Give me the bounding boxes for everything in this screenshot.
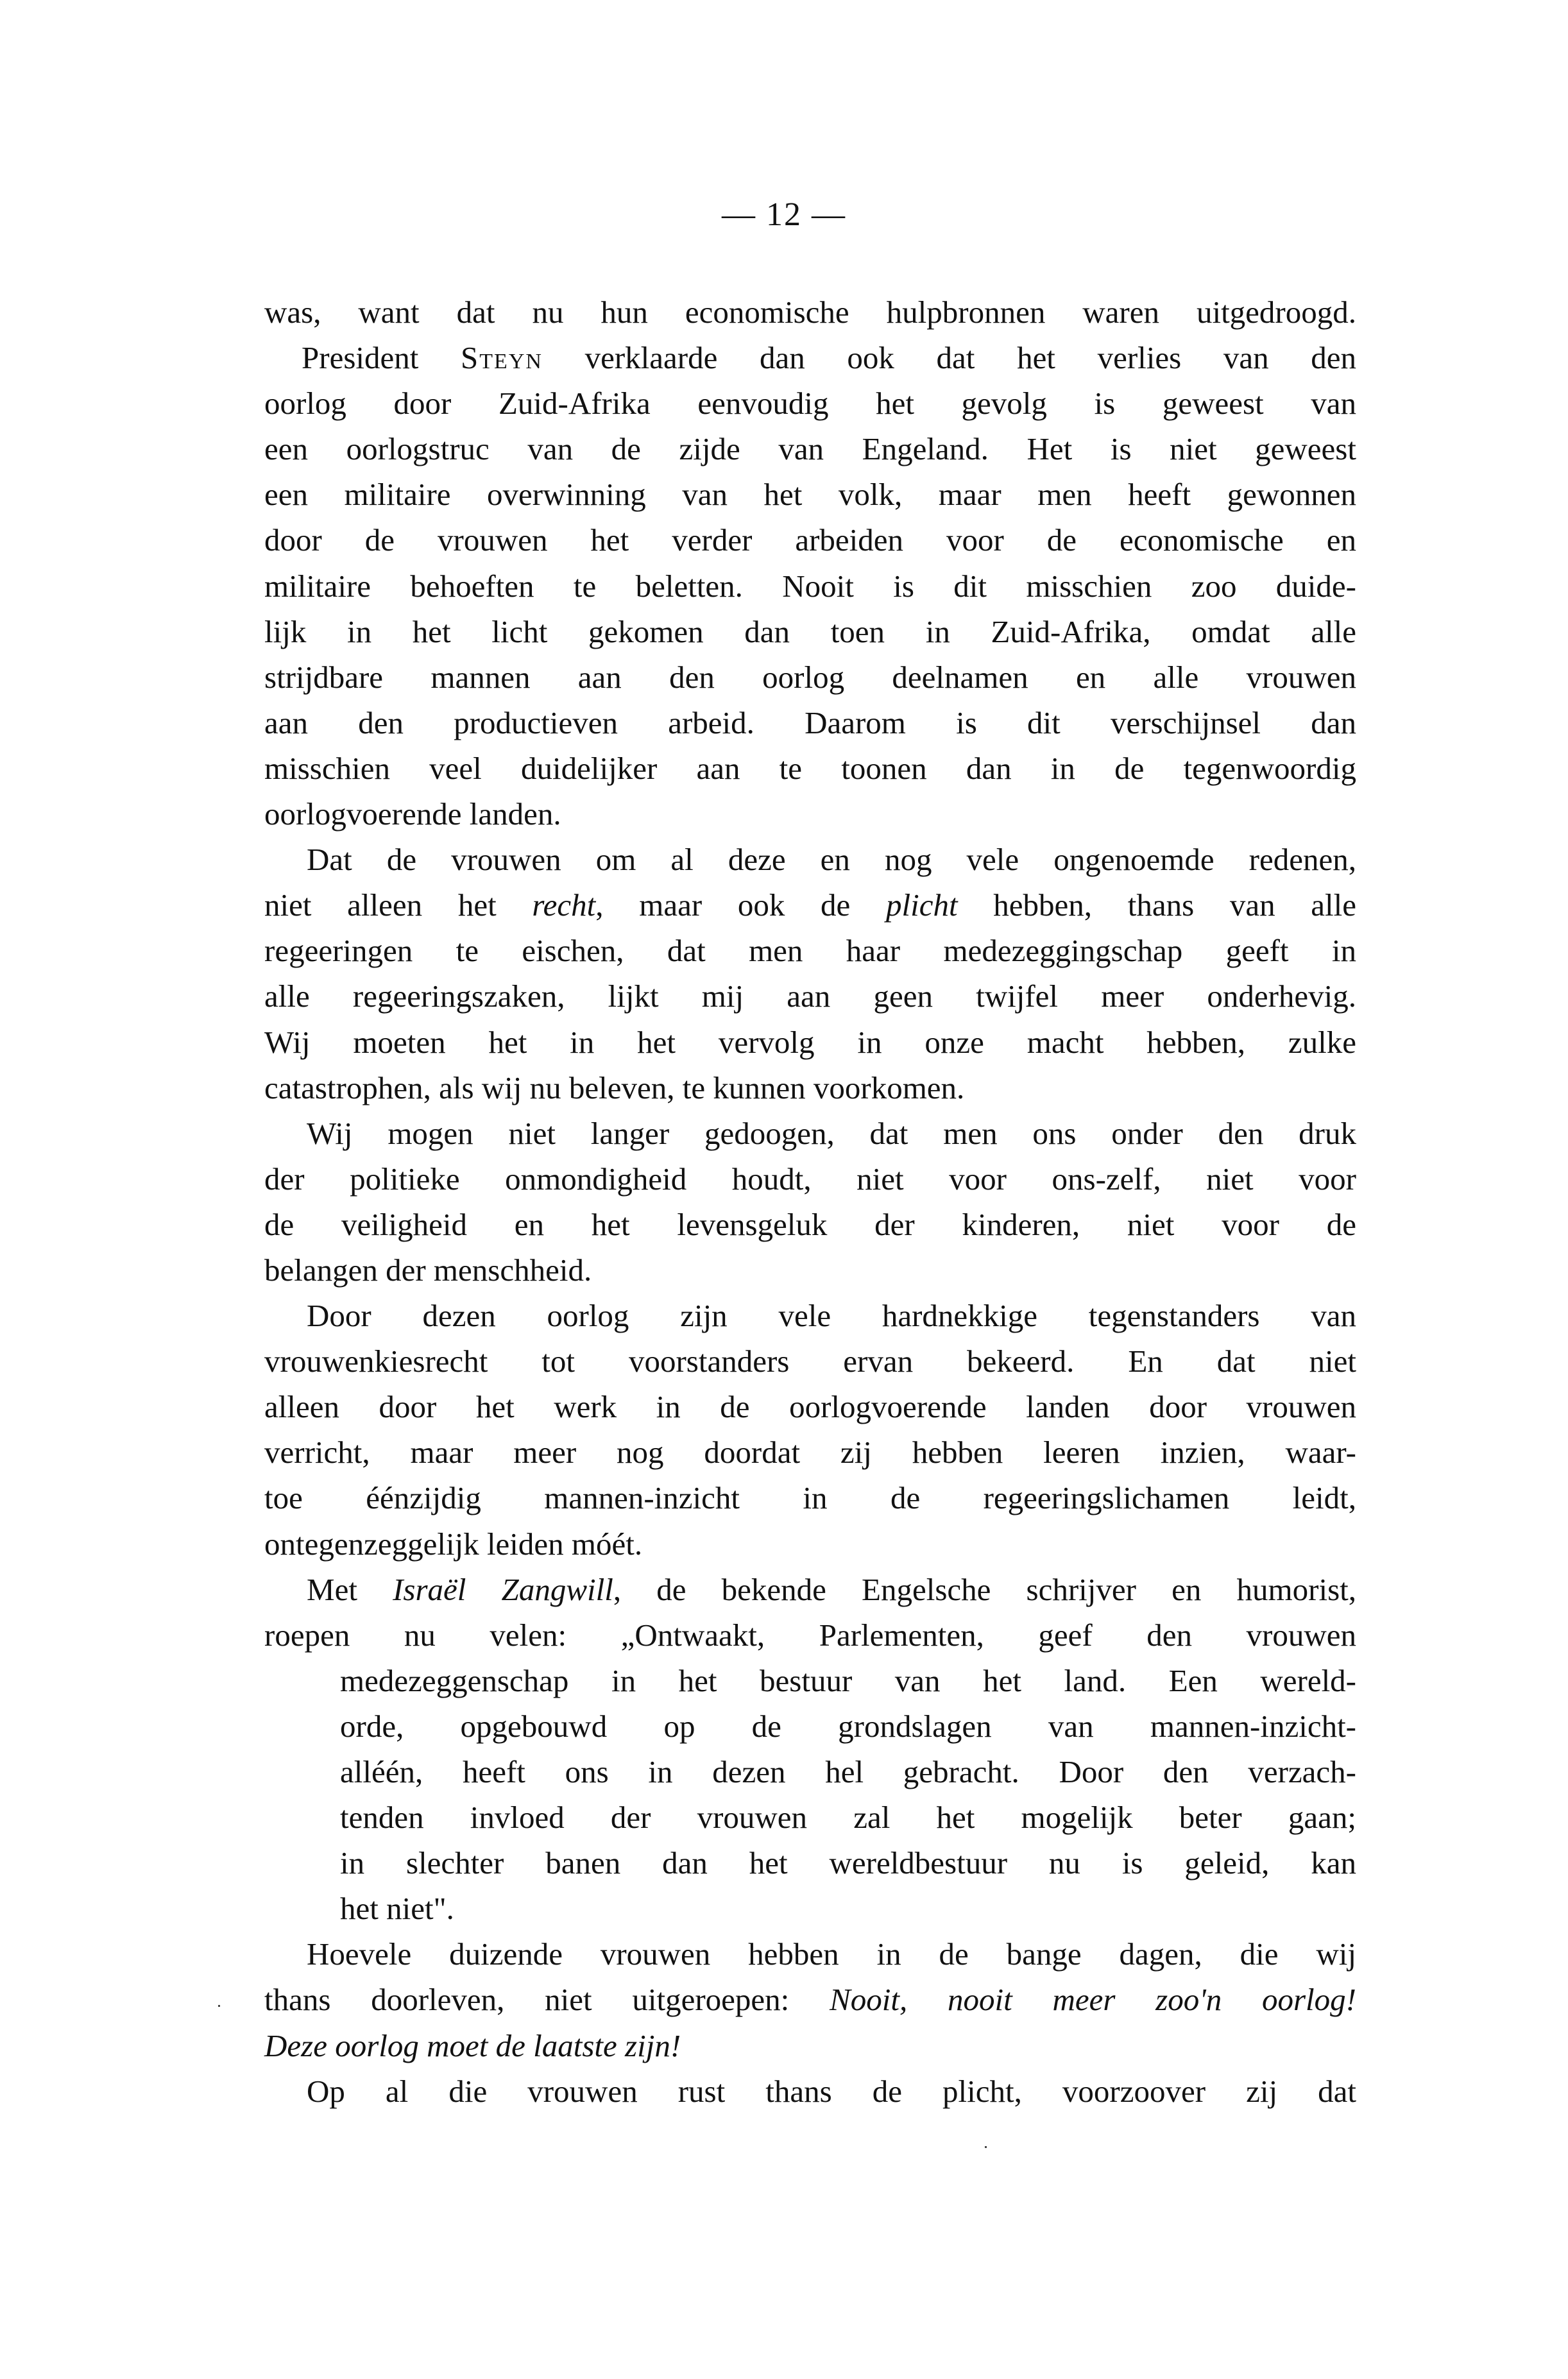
italic-text: plicht <box>885 887 958 923</box>
text-segment: lijk in het licht gekomen dan toen in Zuid-Afrika, omdat alle <box>264 613 1356 649</box>
text-line <box>264 1931 1356 1977</box>
italic-text: Israël Zangwill <box>393 1571 613 1607</box>
text-line <box>264 1475 1356 1521</box>
text-segment: , maar ook de <box>595 887 886 923</box>
text-line <box>264 837 1356 882</box>
text-segment: Hoevele duizende vrouwen hebben in de bange dagen, die wij <box>307 1936 1356 1972</box>
italic-text: Deze oorlog moet de laatste zijn! <box>264 2027 681 2063</box>
text-segment: , de bekende Engelsche schrijver en humorist, <box>613 1571 1357 1607</box>
text-segment: orde, opgebouwd op de grondslagen van mannen-inzicht- <box>340 1708 1356 1744</box>
text-line <box>264 654 1356 700</box>
text-segment: militaire behoeften te beletten. Nooit is dit misschien zoo duide- <box>264 568 1356 604</box>
text-segment: belangen der menschheid. <box>264 1252 592 1288</box>
text-segment: in slechter banen dan het wereldbestuur nu is geleid, kan <box>340 1845 1356 1881</box>
text-segment: der politieke onmondigheid houdt, niet voor ons-zelf, niet voor <box>264 1161 1356 1197</box>
text-segment: een militaire overwinning van het volk, maar men heeft gewonnen <box>264 477 1356 513</box>
text-segment: Dat de vrouwen om al deze en nog vele ongenoemde redenen, <box>307 842 1356 878</box>
text-line <box>264 1658 1356 1703</box>
body-text <box>264 289 1356 2114</box>
text-line <box>264 380 1356 426</box>
text-line <box>264 1202 1356 1247</box>
text-segment: alleen door het werk in de oorlogvoerende landen door vrouwen <box>264 1389 1356 1425</box>
text-segment: oorlogvoerende landen. <box>264 796 561 832</box>
text-line <box>264 791 1356 837</box>
text-segment: tenden invloed der vrouwen zal het mogelijk beter gaan; <box>340 1800 1356 1836</box>
text-segment: ontegenzeggelijk leiden móét. <box>264 1526 643 1562</box>
text-segment: Door dezen oorlog zijn vele hardnekkige tegenstanders van <box>307 1298 1356 1334</box>
text-line <box>264 1156 1356 1202</box>
text-line <box>264 1567 1356 1612</box>
text-line <box>264 882 1356 928</box>
text-segment: roepen nu velen: „Ontwaakt, Parlementen, geef den vrouwen <box>264 1617 1356 1653</box>
text-line <box>264 1840 1356 1886</box>
text-line <box>264 973 1356 1019</box>
text-line <box>264 2023 1356 2068</box>
text-segment: toe éénzijdig mannen-inzicht in de regeeringslichamen leidt, <box>264 1480 1356 1516</box>
text-line <box>264 1612 1356 1658</box>
small-caps-name: Steyn <box>461 340 543 376</box>
text-line <box>264 1977 1356 2022</box>
text-line <box>264 1065 1356 1111</box>
text-segment: misschien veel duidelijker aan te toonen dan in de tegenwoordig <box>264 750 1356 786</box>
text-segment: verricht, maar meer nog doordat zij hebben leeren inzien, waar- <box>264 1435 1356 1471</box>
text-line <box>264 2068 1356 2114</box>
italic-text: recht <box>532 887 596 923</box>
text-line <box>264 517 1356 563</box>
text-line <box>264 928 1356 973</box>
text-segment: thans doorleven, niet uitgeroepen: <box>264 1982 830 2018</box>
text-line <box>264 746 1356 791</box>
text-line <box>264 335 1356 380</box>
scan-speck <box>218 2005 220 2007</box>
text-segment: Wij moeten het in het vervolg in onze macht hebben, zulke <box>264 1024 1356 1060</box>
text-segment: medezeggenschap in het bestuur van het land. Een wereld- <box>340 1662 1356 1698</box>
text-segment: door de vrouwen het verder arbeiden voor de economische en <box>264 522 1356 558</box>
text-segment: verklaarde dan ook dat het verlies van den <box>542 340 1356 376</box>
text-line <box>264 1886 1356 1931</box>
text-segment: President <box>302 340 461 376</box>
text-segment: het niet". <box>340 1891 454 1927</box>
text-line <box>264 609 1356 654</box>
text-segment: alle regeeringszaken, lijkt mij aan geen twijfel meer onderhevig. <box>264 978 1356 1014</box>
text-line <box>264 1429 1356 1475</box>
text-segment: een oorlogstruc van de zijde van Engeland. Het is niet geweest <box>264 431 1356 467</box>
text-segment: niet alleen het <box>264 887 533 923</box>
text-segment: regeeringen te eischen, dat men haar medezeggingschap geeft in <box>264 933 1356 969</box>
text-segment: vrouwenkiesrecht tot voorstanders ervan bekeerd. En dat niet <box>264 1343 1356 1379</box>
text-segment: oorlog door Zuid-Afrika eenvoudig het gevolg is geweest van <box>264 386 1356 422</box>
text-segment: alléén, heeft ons in dezen hel gebracht. Door den verzach- <box>340 1754 1356 1789</box>
text-line <box>264 472 1356 517</box>
text-segment: catastrophen, als wij nu beleven, te kunnen voorkomen. <box>264 1070 965 1105</box>
text-line <box>264 563 1356 609</box>
text-line <box>264 426 1356 472</box>
text-line <box>264 1247 1356 1293</box>
text-line <box>264 700 1356 746</box>
text-segment: Wij mogen niet langer gedoogen, dat men ons onder den druk <box>307 1115 1356 1151</box>
text-line <box>264 1521 1356 1567</box>
text-segment: strijdbare mannen aan den oorlog deelnamen en alle vrouwen <box>264 659 1356 695</box>
text-line <box>264 289 1356 335</box>
italic-text: Nooit, nooit meer zoo'n oorlog! <box>830 1982 1356 2018</box>
text-segment: aan den productieven arbeid. Daarom is dit verschijnsel dan <box>264 704 1356 740</box>
scan-speck <box>985 2146 987 2148</box>
text-line <box>264 1111 1356 1156</box>
text-line <box>264 1019 1356 1065</box>
page-number: — 12 — <box>722 196 846 233</box>
text-line <box>264 1338 1356 1384</box>
text-line <box>264 1293 1356 1338</box>
text-line <box>264 1703 1356 1749</box>
text-segment: Met <box>307 1571 393 1607</box>
text-segment: Op al die vrouwen rust thans de plicht, voorzoover zij dat <box>307 2073 1356 2109</box>
text-line <box>264 1749 1356 1795</box>
text-line <box>264 1795 1356 1840</box>
text-segment: hebben, thans van alle <box>957 887 1357 923</box>
text-line <box>264 1384 1356 1429</box>
text-segment: was, want dat nu hun economische hulpbronnen waren uitgedroogd. <box>264 294 1356 330</box>
text-segment: de veiligheid en het levensgeluk der kinderen, niet voor de <box>264 1206 1356 1242</box>
